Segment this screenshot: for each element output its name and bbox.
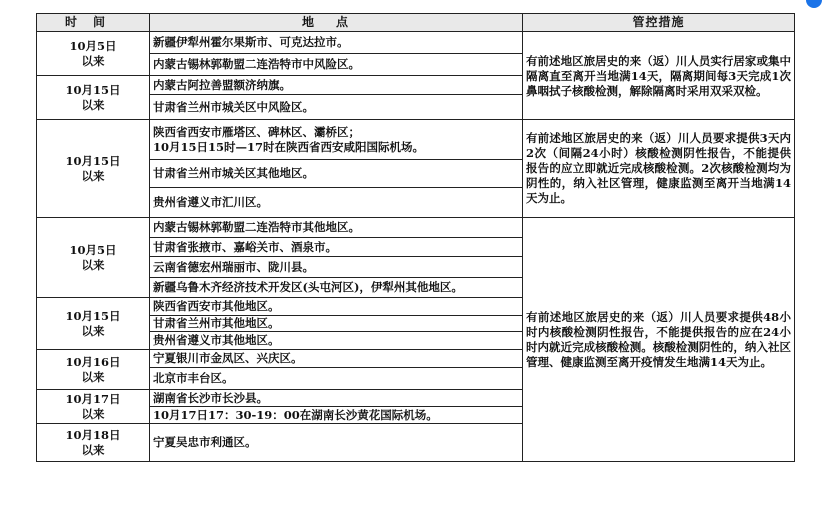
place-cell: 内蒙古阿拉善盟额济纳旗。 — [150, 76, 523, 95]
place-cell: 新疆伊犁州霍尔果斯市、可克达拉市。 — [150, 32, 523, 54]
notification-dot — [806, 0, 822, 8]
place-cell: 10月17日17：30-19：00在湖南长沙黄花国际机场。 — [150, 407, 523, 424]
place-cell: 北京市丰台区。 — [150, 368, 523, 390]
time-cell: 10月17日 以来 — [37, 390, 150, 424]
time-cell: 10月15日 以来 — [37, 298, 150, 350]
place-cell: 陕西省西安市其他地区。 — [150, 298, 523, 316]
measure-cell-48h-test: 有前述地区旅居史的来（返）川人员要求提供48小时内核酸检测阴性报告，不能提供报告的应在24小时内就近完成核酸检测。核酸检测阴性的，纳入社区管理、健康监测至离开疫情发生地满14天为止。 — [523, 218, 795, 462]
place-cell: 新疆乌鲁木齐经济技术开发区(头屯河区)，伊犁州其他地区。 — [150, 278, 523, 298]
control-measures-table — [36, 13, 795, 462]
place-cell: 甘肃省兰州市城关区其他地区。 — [150, 160, 523, 188]
header-measures: 管控措施 — [523, 14, 795, 32]
time-cell: 10月15日 以来 — [37, 120, 150, 218]
table-header-row — [37, 14, 795, 32]
table-row — [37, 120, 795, 160]
place-cell: 甘肃省兰州市城关区中风险区。 — [150, 95, 523, 120]
place-cell: 贵州省遵义市其他地区。 — [150, 332, 523, 350]
place-cell: 甘肃省兰州市其他地区。 — [150, 316, 523, 332]
measure-cell-two-tests: 有前述地区旅居史的来（返）川人员要求提供3天内2次（间隔24小时）核酸检测阴性报告，不能提供报告的应立即就近完成核酸检测。2次核酸检测均为阴性的，纳入社区管理，健康监测至离开当地满14天为止。 — [523, 120, 795, 218]
measure-cell-isolation: 有前述地区旅居史的来（返）川人员实行居家或集中隔离直至离开当地满14天，隔离期间每3天完成1次鼻咽拭子核酸检测，解除隔离时采用双采双检。 — [523, 32, 795, 120]
place-cell: 贵州省遵义市汇川区。 — [150, 188, 523, 218]
time-cell: 10月16日 以来 — [37, 350, 150, 390]
header-place: 地点 — [150, 14, 523, 32]
table-row — [37, 218, 795, 238]
time-cell: 10月5日 以来 — [37, 32, 150, 76]
header-time: 时间 — [37, 14, 150, 32]
place-cell: 湖南省长沙市长沙县。 — [150, 390, 523, 407]
place-cell: 宁夏银川市金凤区、兴庆区。 — [150, 350, 523, 368]
place-cell: 内蒙古锡林郭勒盟二连浩特市中风险区。 — [150, 54, 523, 76]
place-cell: 甘肃省张掖市、嘉峪关市、酒泉市。 — [150, 238, 523, 257]
table-row — [37, 32, 795, 54]
place-cell: 云南省德宏州瑞丽市、陇川县。 — [150, 257, 523, 278]
place-cell: 宁夏吴忠市利通区。 — [150, 424, 523, 462]
time-cell: 10月5日 以来 — [37, 218, 150, 298]
place-cell: 内蒙古锡林郭勒盟二连浩特市其他地区。 — [150, 218, 523, 238]
time-cell: 10月15日 以来 — [37, 76, 150, 120]
place-cell: 陕西省西安市雁塔区、碑林区、灞桥区； 10月15日15时—17时在陕西省西安咸阳国际机场。 — [150, 120, 523, 160]
time-cell: 10月18日 以来 — [37, 424, 150, 462]
